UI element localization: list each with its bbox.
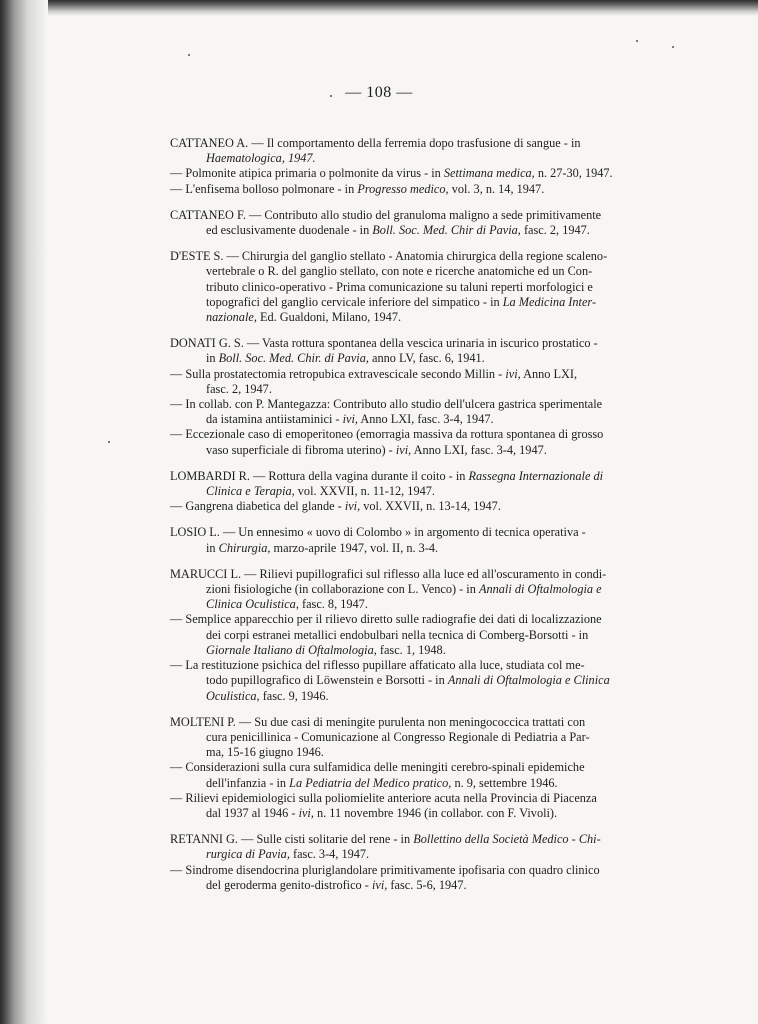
page-number: — 108 — (345, 84, 413, 101)
bibliography-entry (170, 469, 700, 515)
citation-text: cura penicillinica - Comunicazione al Congresso Regionale di Pediatria a Par- (206, 729, 590, 744)
entry-line-continuation (170, 351, 700, 366)
entry-line (170, 136, 700, 151)
citation-text: — Considerazioni sulla cura sulfamidica delle meningiti cerebro-spinali epidemiche (170, 760, 585, 775)
scan-speck (672, 46, 674, 48)
citation-text: Anno LXI, (520, 366, 578, 381)
citation-title: Oculistica, (206, 688, 260, 703)
bibliography-entry (170, 336, 700, 458)
citation-text: fasc. 5-6, 1947. (387, 877, 467, 892)
citation-title: ivi, (395, 442, 412, 457)
entry-line (170, 367, 700, 382)
citation-title: Boll. Soc. Med. Chir. di Pavia, (218, 351, 369, 366)
entry-line-continuation (170, 443, 700, 458)
citation-text: — La restituzione psichica del riflesso pupillare affaticato alla luce, studiata col me- (170, 658, 585, 673)
citation-text: vol. XXVII, n. 13-14, 1947. (360, 499, 501, 514)
citation-title: ivi, (298, 805, 314, 820)
entry-line-continuation (170, 730, 700, 745)
scan-speck (188, 54, 190, 56)
entry-line-continuation (170, 745, 700, 760)
citation-text: topografici del ganglio cervicale inferiore del simpatico - in (206, 294, 503, 309)
citation-text: — Rilievi epidemiologici sulla poliomielite anteriore acuta nella Provincia di Piacenza (170, 790, 597, 805)
entry-line (170, 469, 700, 484)
citation-text: marzo-aprile 1947, vol. II, n. 3-4. (270, 540, 439, 555)
citation-title: Chirurgia, (218, 540, 271, 555)
citation-title: ivi, (371, 877, 388, 892)
scan-binding-edge (0, 0, 48, 1024)
entry-line-continuation (170, 628, 700, 643)
citation-text: fasc. 2, 1947. (520, 223, 590, 238)
citation-text: dei corpi estranei metallici endobulbari nella tecnica di Comberg-Borsotti - in (206, 627, 589, 642)
entry-line-continuation (170, 412, 700, 427)
citation-text: n. 11 novembre 1946 (in collabor. con F. Vivoli). (313, 805, 558, 820)
citation-title: Clinica Oculistica, (206, 597, 299, 612)
citation-title: La Medicina Inter- (502, 294, 597, 309)
citation-title: Haematologica, 1947. (206, 151, 316, 166)
citation-text: fasc. 9, 1946. (259, 688, 329, 703)
entry-line-continuation (170, 689, 700, 704)
entry-line (170, 760, 700, 775)
citation-text: vaso superficiale di fibroma uterino) - (206, 442, 396, 457)
entry-line (170, 791, 700, 806)
bibliography-entry (170, 525, 700, 555)
citation-text: in (206, 351, 219, 366)
entry-line-continuation (170, 806, 700, 821)
citation-text: dell'infanzia - in (206, 775, 290, 790)
entry-line-continuation (170, 847, 700, 862)
bibliography-entry (170, 567, 700, 704)
citation-title: rurgica di Pavia, (206, 847, 290, 862)
citation-text: CATTANEO A. — Il comportamento della ferremia dopo trasfusione di sangue - in (170, 136, 581, 150)
citation-text: dal 1937 al 1946 - (206, 805, 299, 820)
citation-title: Rassegna Internazionale di (468, 468, 604, 483)
citation-text: Anno LXI, fasc. 3-4, 1947. (411, 442, 547, 457)
citation-text: todo pupillografico di Löwenstein e Borsotti - in (206, 673, 448, 688)
entry-line (170, 567, 700, 582)
citation-text: da istamina antiistaminici - (206, 412, 343, 427)
bibliography-entry (170, 832, 700, 893)
entry-line-continuation (170, 280, 700, 295)
scan-speck (108, 441, 110, 443)
entry-line (170, 499, 700, 514)
citation-text: LOMBARDI R. — Rottura della vagina durante il coito - in (170, 468, 469, 483)
citation-text: del geroderma genito-distrofico - (206, 877, 372, 892)
bibliography-entry (170, 208, 700, 238)
entry-line (170, 715, 700, 730)
citation-text: — In collab. con P. Mantegazza: Contributo allo studio dell'ulcera gastrica sperimentale (170, 397, 603, 412)
citation-text: ma, 15-16 giugno 1946. (206, 745, 324, 760)
entry-line-continuation (170, 597, 700, 612)
citation-text: — Sindrome disendocrina pluriglandolare primitivamente ipofisaria con quadro clinico (170, 862, 600, 877)
citation-text: fasc. 2, 1947. (206, 381, 272, 396)
entry-line (170, 832, 700, 847)
citation-text: DONATI G. S. — Vasta rottura spontanea della vescica urinaria in iscurico prostatico - (170, 336, 598, 351)
citation-text: n. 9, settembre 1946. (451, 775, 558, 790)
citation-title: ivi, (505, 366, 521, 381)
entry-line (170, 863, 700, 878)
citation-text: RETANNI G. — Sulle cisti solitarie del rene - in (170, 832, 414, 847)
citation-text: D'ESTE S. — Chirurgia del ganglio stellato - Anatomia chirurgica della regione scaleno- (170, 249, 608, 264)
citation-text: — L'enfisema bolloso polmonare - in (170, 181, 358, 196)
entry-line (170, 336, 700, 351)
scan-speck (636, 40, 638, 42)
citation-title: nazionale, (206, 310, 257, 325)
entry-line (170, 208, 700, 223)
citation-title: Bollettino della Società Medico - Chi- (413, 832, 601, 847)
bibliography-entry (170, 715, 700, 821)
citation-text: — Sulla prostatectomia retropubica extravescicale secondo Millin - (170, 366, 506, 381)
bibliography-entry (170, 249, 700, 325)
citation-text: anno LV, fasc. 6, 1941. (368, 351, 485, 366)
citation-text: MARUCCI L. — Rilievi pupillografici sul riflesso alla luce ed all'oscuramento in condi- (170, 566, 607, 581)
citation-text: in (206, 540, 219, 555)
citation-text: — Eccezionale caso di emoperitoneo (emorragia massiva da rottura spontanea di grosso (170, 427, 604, 442)
entry-line-continuation (170, 264, 700, 279)
citation-text: — Semplice apparecchio per il rilievo diretto sulle radiografie dei dati di localizzazione (170, 612, 602, 627)
citation-title: Boll. Soc. Med. Chir di Pavia, (372, 223, 521, 238)
entry-line (170, 525, 700, 540)
citation-text: — Polmonite atipica primaria o polmonite da virus - in (170, 166, 444, 181)
citation-text: vertebrale o R. del ganglio stellato, con note e ricerche anatomiche ed un Con- (206, 264, 593, 279)
citation-text: n. 27-30, 1947. (534, 166, 613, 181)
entry-line-continuation (170, 541, 700, 556)
entry-line-continuation (170, 484, 700, 499)
citation-text: LOSIO L. — Un ennesimo « uovo di Colombo » in argomento di tecnica operativa - (170, 525, 586, 540)
citation-text: Ed. Gualdoni, Milano, 1947. (256, 310, 402, 325)
citation-text: vol. XXVII, n. 11-12, 1947. (294, 484, 435, 499)
citation-text: fasc. 8, 1947. (298, 597, 368, 612)
entry-line-continuation (170, 878, 700, 893)
citation-title: ivi, (342, 412, 358, 427)
entry-line (170, 182, 700, 197)
bibliography-list (170, 136, 700, 904)
citation-text: fasc. 1, 1948. (376, 642, 446, 657)
entry-line-continuation (170, 151, 700, 166)
entry-line-continuation (170, 643, 700, 658)
entry-line-continuation (170, 295, 700, 310)
citation-title: Progresso medico, (357, 181, 449, 196)
entry-line (170, 612, 700, 627)
citation-text: fasc. 3-4, 1947. (289, 847, 370, 862)
citation-text: ed esclusivamente duodenale - in (206, 223, 373, 238)
citation-title: La Pediatria del Medico pratico, (289, 775, 452, 790)
citation-title: Clinica e Terapia, (206, 484, 295, 499)
entry-line-continuation (170, 776, 700, 791)
entry-line (170, 658, 700, 673)
citation-text: tributo clinico-operativo - Prima comunicazione su taluni reperti morfologici e (206, 279, 593, 294)
citation-title: Settimana medica, (443, 166, 535, 181)
citation-text: vol. 3, n. 14, 1947. (448, 181, 545, 196)
citation-title: Annali di Oftalmologia e Clinica (447, 673, 610, 688)
citation-title: ivi, (344, 499, 361, 514)
entry-line (170, 249, 700, 264)
citation-title: Giornale Italiano di Oftalmologia, (206, 642, 377, 657)
citation-text: — Gangrena diabetica del glande - (170, 499, 345, 514)
bibliography-entry (170, 136, 700, 197)
citation-text: Anno LXI, fasc. 3-4, 1947. (357, 412, 494, 427)
scan-top-edge (0, 0, 758, 16)
entry-line-continuation (170, 223, 700, 238)
citation-text: MOLTENI P. — Su due casi di meningite purulenta non meningococcica trattati con (170, 714, 586, 729)
citation-text: zioni fisiologiche (in collaborazione con L. Venco) - in (206, 582, 479, 597)
entry-line (170, 427, 700, 442)
entry-line (170, 397, 700, 412)
citation-title: Annali di Oftalmologia e (478, 582, 602, 597)
citation-text: CATTANEO F. — Contributo allo studio del granuloma maligno a sede primitivamente (170, 207, 602, 222)
entry-line-continuation (170, 673, 700, 688)
entry-line-continuation (170, 382, 700, 397)
entry-line-continuation (170, 310, 700, 325)
entry-line-continuation (170, 582, 700, 597)
entry-line (170, 166, 700, 181)
